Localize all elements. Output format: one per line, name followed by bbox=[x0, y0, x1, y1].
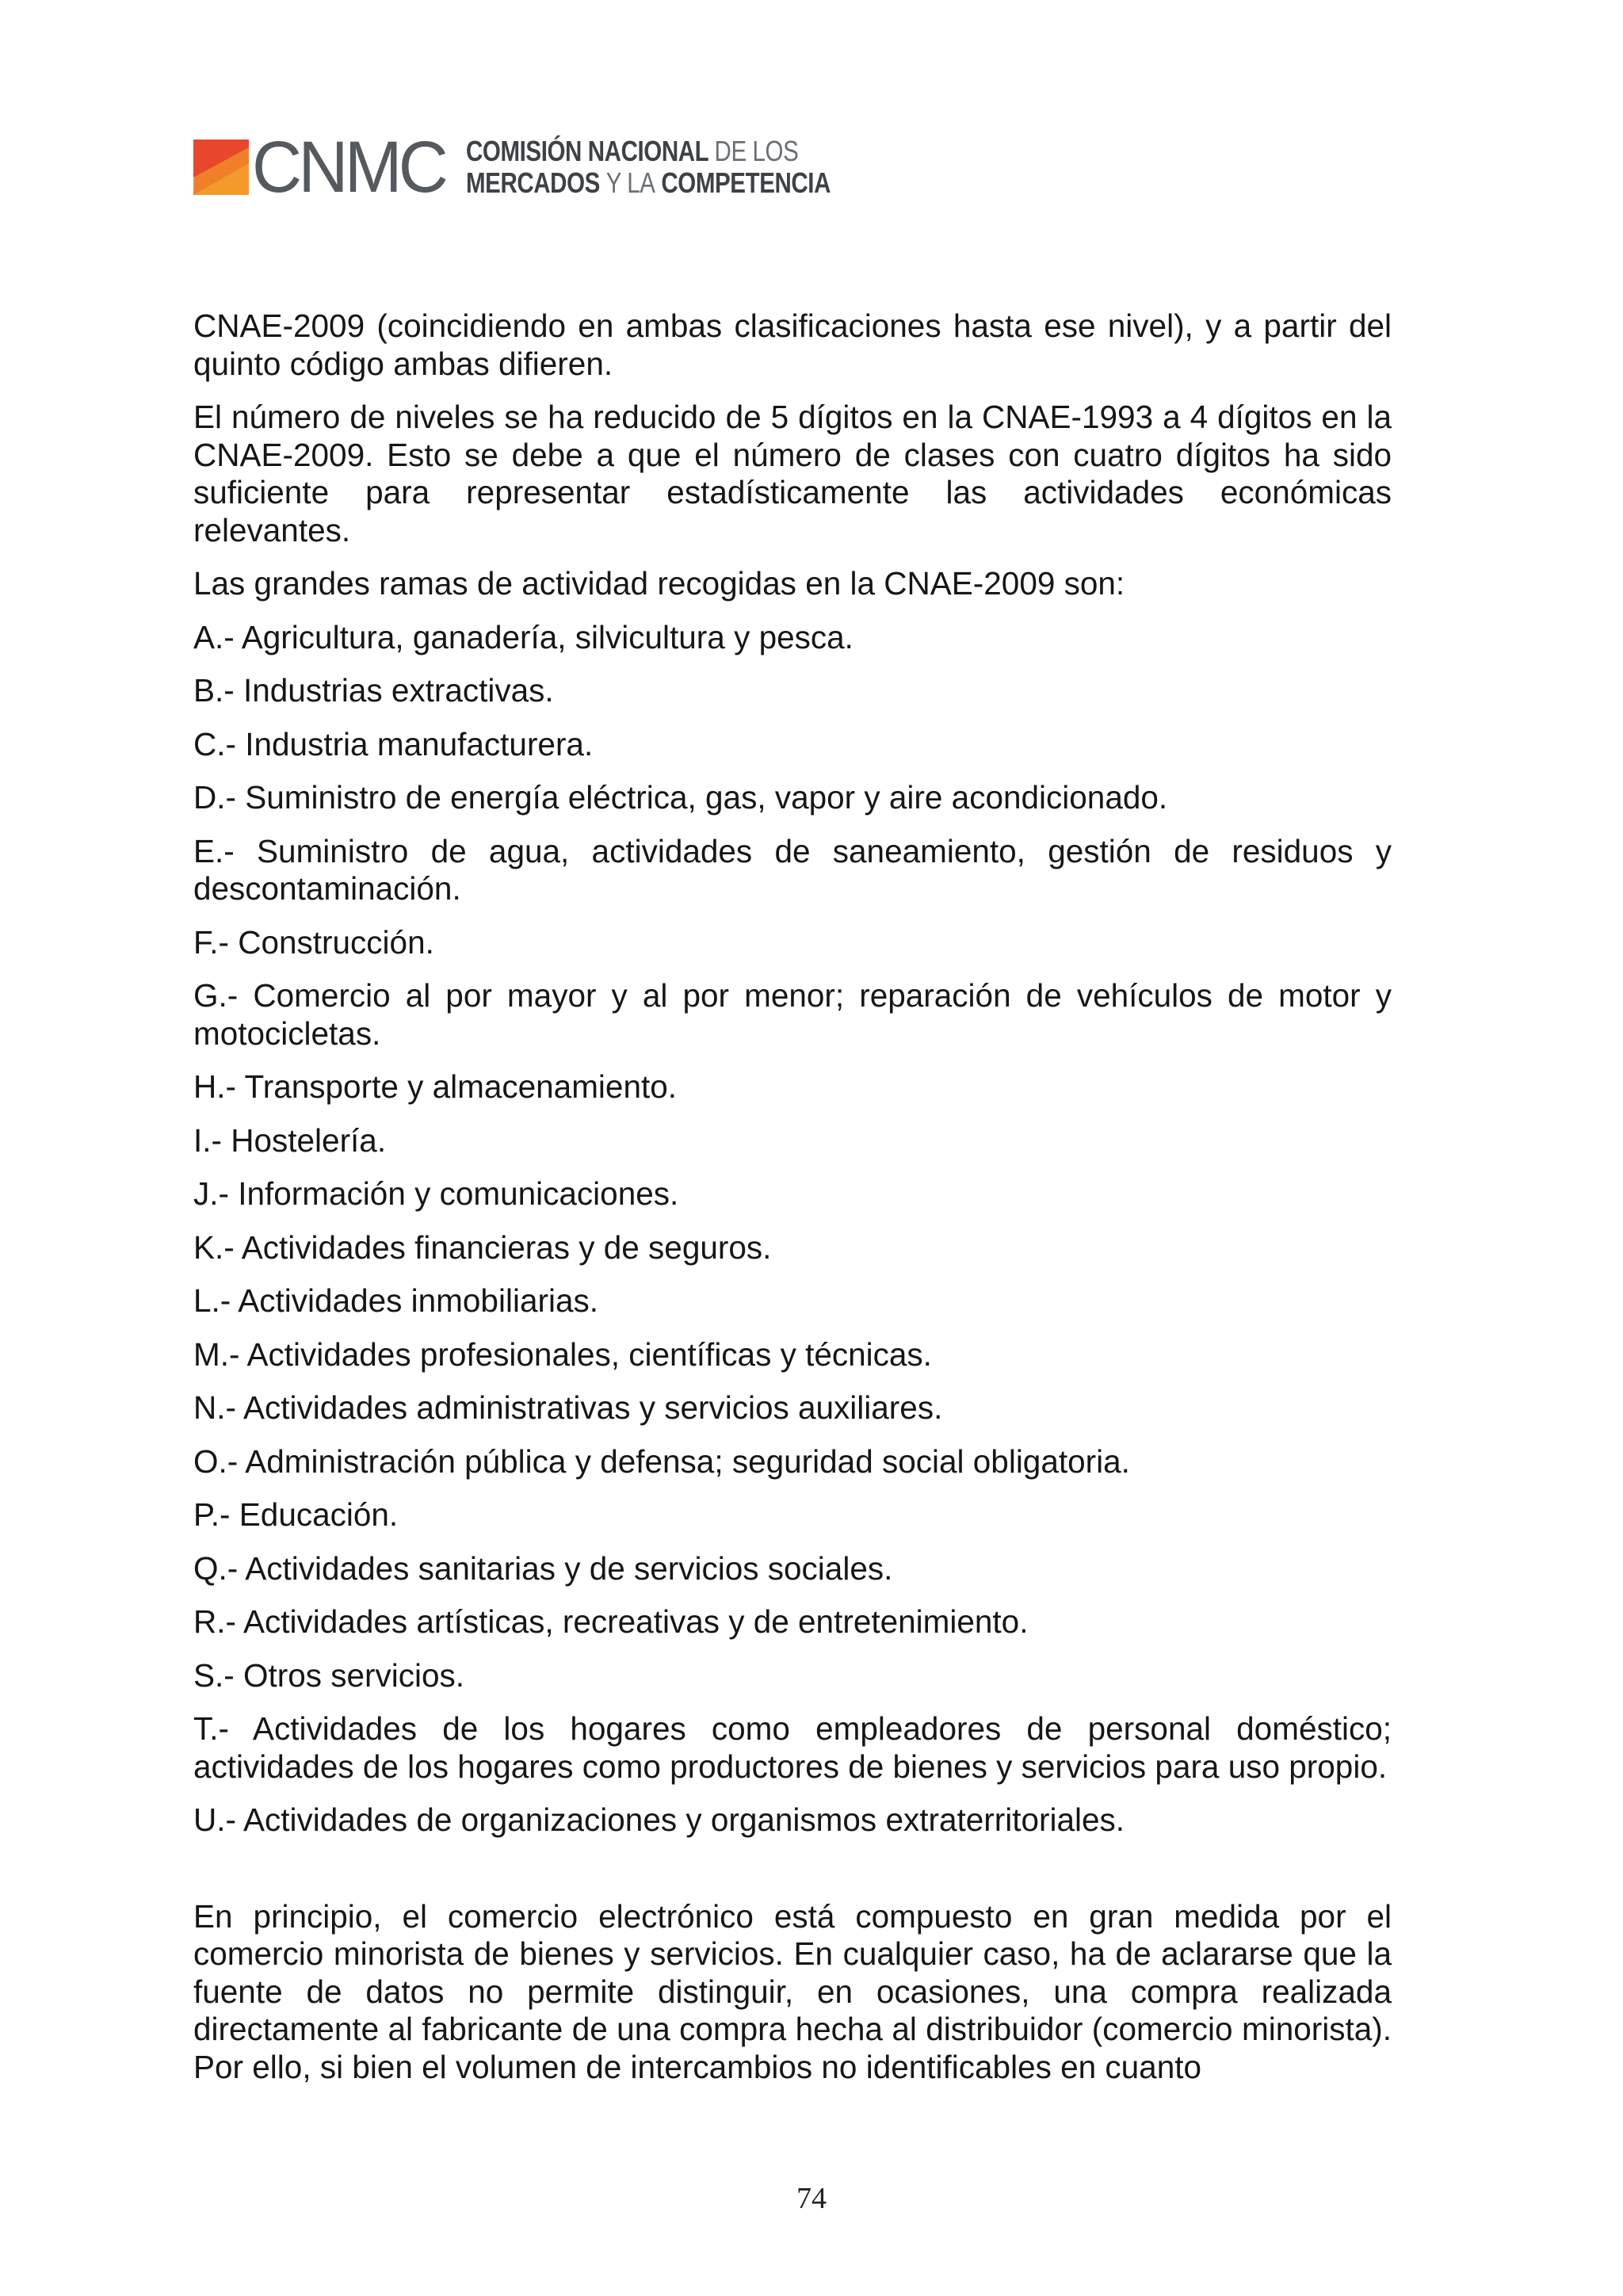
logo-line2-bold-b: COMPETENCIA bbox=[661, 166, 831, 199]
cnmc-logo-mark-icon bbox=[193, 139, 249, 195]
logo-letters: CNMC bbox=[252, 127, 445, 208]
branch-item: S.- Otros servicios. bbox=[193, 1656, 465, 1694]
branch-item: H.- Transporte y almacenamiento. bbox=[193, 1068, 678, 1105]
logo-line1-thin: DE LOS bbox=[714, 135, 799, 167]
branch-item: L.- Actividades inmobiliarias. bbox=[193, 1282, 598, 1319]
branch-item: U.- Actividades de organizaciones y organismos extraterritoriales. bbox=[193, 1801, 1125, 1838]
branch-item: M.- Actividades profesionales, científicas y técnicas. bbox=[193, 1335, 932, 1373]
branch-item: R.- Actividades artísticas, recreativas y de entretenimiento. bbox=[193, 1603, 1029, 1640]
page-number: 74 bbox=[796, 2182, 827, 2215]
logo-wordmark bbox=[466, 136, 831, 199]
branch-item: N.- Actividades administrativas y servicios auxiliares. bbox=[193, 1389, 943, 1426]
paragraph: El número de niveles se ha reducido de 5 dígitos en la CNAE-1993 a 4 dígitos en la CNAE-2009. Esto se debe a que el número de clases con cuatro dígitos ha sido suficiente para representar estadísticamente las actividades económicas relevantes. bbox=[193, 399, 1392, 548]
logo-line2-bold-a: MERCADOS bbox=[465, 166, 600, 199]
cnmc-logo bbox=[193, 127, 911, 208]
document-body bbox=[193, 308, 1392, 2102]
branch-item: I.- Hostelería. bbox=[193, 1121, 387, 1159]
branch-item: E.- Suministro de agua, actividades de saneamiento, gestión de residuos y descontaminación. bbox=[193, 832, 1392, 907]
branch-item: T.- Actividades de los hogares como empleadores de personal doméstico; actividades de los hogares como productores de bienes y servicios para uso propio. bbox=[193, 1710, 1392, 1785]
branch-item: P.- Educación. bbox=[193, 1496, 399, 1533]
branch-item: A.- Agricultura, ganadería, silvicultura y pesca. bbox=[193, 618, 854, 655]
branch-item: K.- Actividades financieras y de seguros. bbox=[193, 1228, 772, 1266]
logo-line2-thin: Y LA bbox=[605, 166, 655, 199]
paragraph: CNAE-2009 (coincidiendo en ambas clasificaciones hasta ese nivel), y a partir del quinto código ambas difieren. bbox=[193, 308, 1392, 382]
branch-item: D.- Suministro de energía eléctrica, gas, vapor y aire acondicionado. bbox=[193, 779, 1168, 816]
closing-paragraph: En principio, el comercio electrónico está compuesto en gran medida por el comercio minorista de bienes y servicios. En cualquier caso, ha de aclararse que la fuente de datos no permite distinguir, en ocasiones, una compra realizada directamente al fabricante de una compra hecha al distribuidor (comercio minorista). Por ello, si bien el volumen de intercambios no identificables en cuanto bbox=[193, 1897, 1392, 2085]
branch-item: B.- Industrias extractivas. bbox=[193, 672, 554, 709]
logo-line-2 bbox=[466, 167, 831, 199]
branch-item: Q.- Actividades sanitarias y de servicios sociales. bbox=[193, 1549, 893, 1587]
branch-item: F.- Construcción. bbox=[193, 923, 434, 961]
branch-item: J.- Información y comunicaciones. bbox=[193, 1175, 679, 1212]
logo-line1-bold: COMISIÓN NACIONAL bbox=[465, 135, 708, 167]
paragraph: Las grandes ramas de actividad recogidas en la CNAE-2009 son: bbox=[193, 565, 1125, 602]
branch-item: C.- Industria manufacturera. bbox=[193, 725, 594, 762]
branch-item: O.- Administración pública y defensa; seguridad social obligatoria. bbox=[193, 1442, 1130, 1480]
branch-item: G.- Comercio al por mayor y al por menor; reparación de vehículos de motor y motocicletas. bbox=[193, 977, 1392, 1052]
logo-line-1 bbox=[466, 136, 831, 167]
